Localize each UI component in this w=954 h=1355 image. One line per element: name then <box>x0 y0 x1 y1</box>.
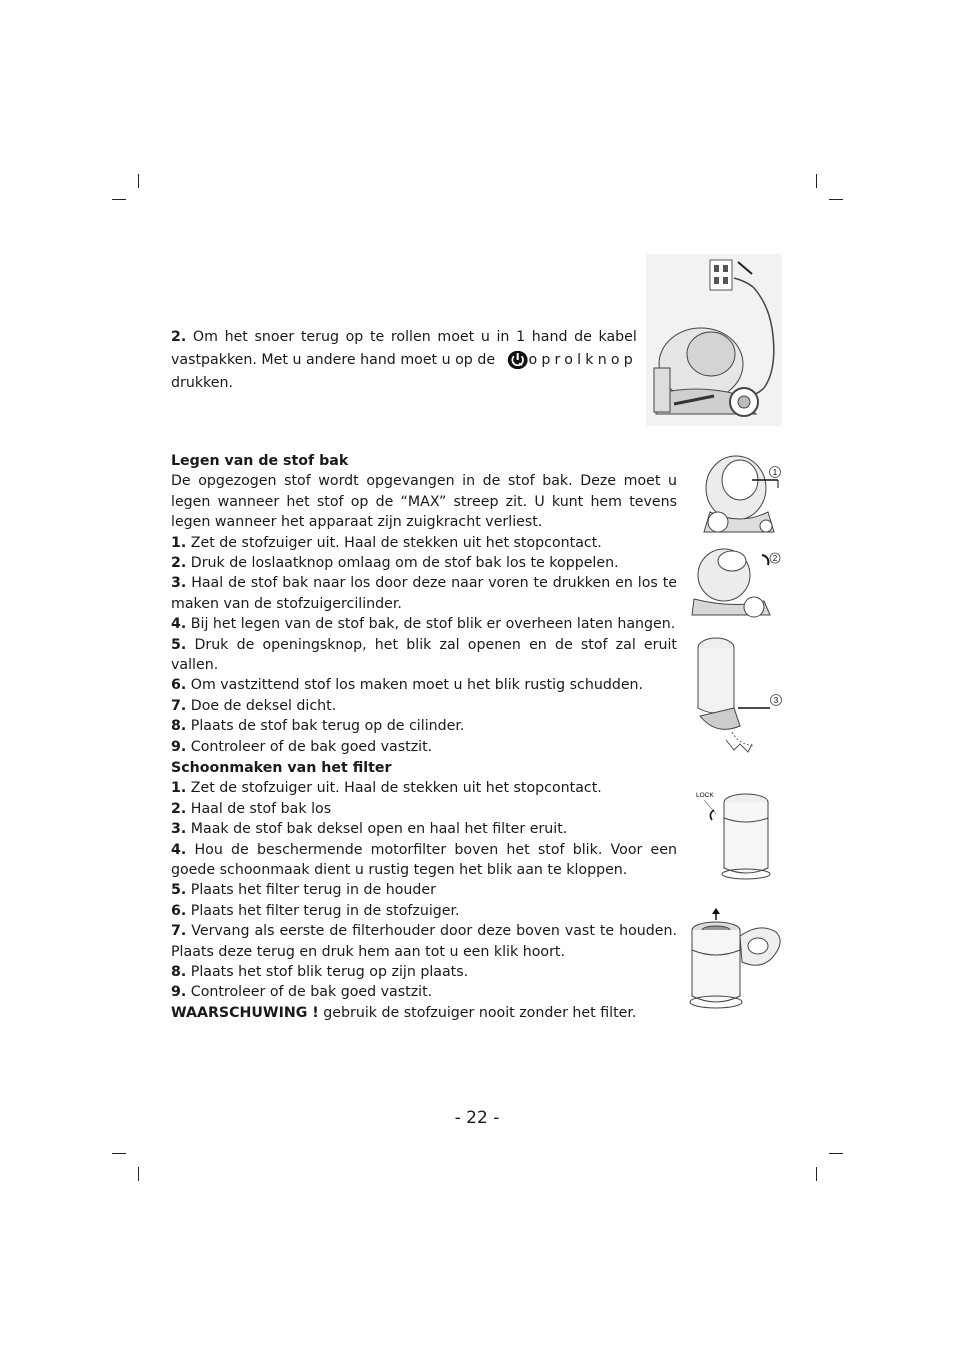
step-item: 8. Plaats het stof blik terug op zijn plaats. <box>171 964 469 981</box>
crop-mark <box>138 174 139 188</box>
crop-mark <box>829 1153 843 1154</box>
section-intro: De opgezogen stof wordt opgevangen in de stof bak. Deze moet u legen wanneer het stof op de “MAX” streep zit. U kunt hem tevens legen wanneer het apparaat zijn zuigkracht verliest. <box>171 473 677 531</box>
step-item: 4. Hou de beschermende motorfilter boven het stof blik. Voor een goede schoonmaak dient u rustig tegen het blik aan te kloppen. <box>171 841 677 879</box>
step-item: 4. Bij het legen van de stof bak, de stof blik er overheen laten hangen. <box>171 616 676 633</box>
section-empty-dust-bin <box>171 451 677 757</box>
step-item: 1. Zet de stofzuiger uit. Haal de stekken uit het stopcontact. <box>171 780 602 797</box>
crop-mark <box>138 1167 139 1181</box>
step-item: 2. Druk de loslaatknop omlaag om de stof bak los te koppelen. <box>171 555 619 572</box>
step-item: 8. Plaats de stof bak terug op de cilinder. <box>171 718 465 735</box>
empty-bin-illustration <box>692 632 784 760</box>
step-item: 9. Controleer of de bak goed vastzit. <box>171 984 433 1001</box>
step-item: 3. Haal de stof bak naar los door deze naar voren te drukken en los te maken van de stofzuigercilinder. <box>171 575 677 612</box>
intro-line-2: vastpakken. Met u andere hand moet u op de oprolknop <box>171 347 637 373</box>
step-item: 5. Plaats het filter terug in de houder <box>171 882 436 899</box>
detach-bin-illustration <box>688 545 784 623</box>
crop-mark <box>816 1167 817 1181</box>
vacuum-cord-illustration <box>646 254 782 426</box>
step-item: 3. Maak de stof bak deksel open en haal het filter eruit. <box>171 821 568 838</box>
lock-bin-illustration <box>692 788 776 882</box>
step-item: 7. Doe de deksel dicht. <box>171 697 337 714</box>
crop-mark <box>829 199 843 200</box>
filter-removal-illustration <box>686 906 784 1016</box>
section-heading: Legen van de stof bak <box>171 453 349 469</box>
section-heading: Schoonmaken van het filter <box>171 760 392 776</box>
intro-line-1: 2. Om het snoer terug op te rollen moet u in 1 hand de kabel <box>171 327 637 347</box>
cord-reel-button-icon <box>507 347 528 373</box>
step-item: 5. Druk de openingsknop, het blik zal openen en de stof zal eruit vallen. <box>171 636 677 674</box>
lock-label: LOCK <box>696 792 714 799</box>
crop-mark <box>112 1153 126 1154</box>
crop-mark <box>816 174 817 188</box>
warning-line: WAARSCHUWING ! gebruik de stofzuiger nooit zonder het filter. <box>171 1004 637 1021</box>
crop-mark <box>112 199 126 200</box>
step-item: 2. Haal de stof bak los <box>171 800 332 817</box>
step-item: 7. Vervang als eerste de filterhouder door deze boven vast te houden. Plaats deze terug en druk hem aan tot u een klik hoort. <box>171 923 677 960</box>
intro-paragraph: 2. Om het snoer terug op te rollen moet u in 1 hand de kabel vastpakken. Met u andere hand moet u op de oprolknop drukken. <box>171 329 637 392</box>
section-clean-filter <box>171 758 677 1023</box>
callout-label: 3 <box>773 696 779 705</box>
step-item: 6. Plaats het filter terug in de stofzuiger. <box>171 902 460 919</box>
warning-label: WAARSCHUWING ! <box>171 1004 319 1021</box>
callout-label: 2 <box>772 554 778 563</box>
step-item: 6. Om vastzittend stof los maken moet u het blik rustig schudden. <box>171 677 644 694</box>
step-item: 9. Controleer of de bak goed vastzit. <box>171 738 433 755</box>
step-number: 2. <box>171 329 187 345</box>
callout-label: 1 <box>772 468 778 477</box>
release-button-illustration <box>694 452 784 540</box>
step-item: 1. Zet de stofzuiger uit. Haal de stekken uit het stopcontact. <box>171 534 602 551</box>
page-number: - 22 - <box>454 1108 500 1128</box>
